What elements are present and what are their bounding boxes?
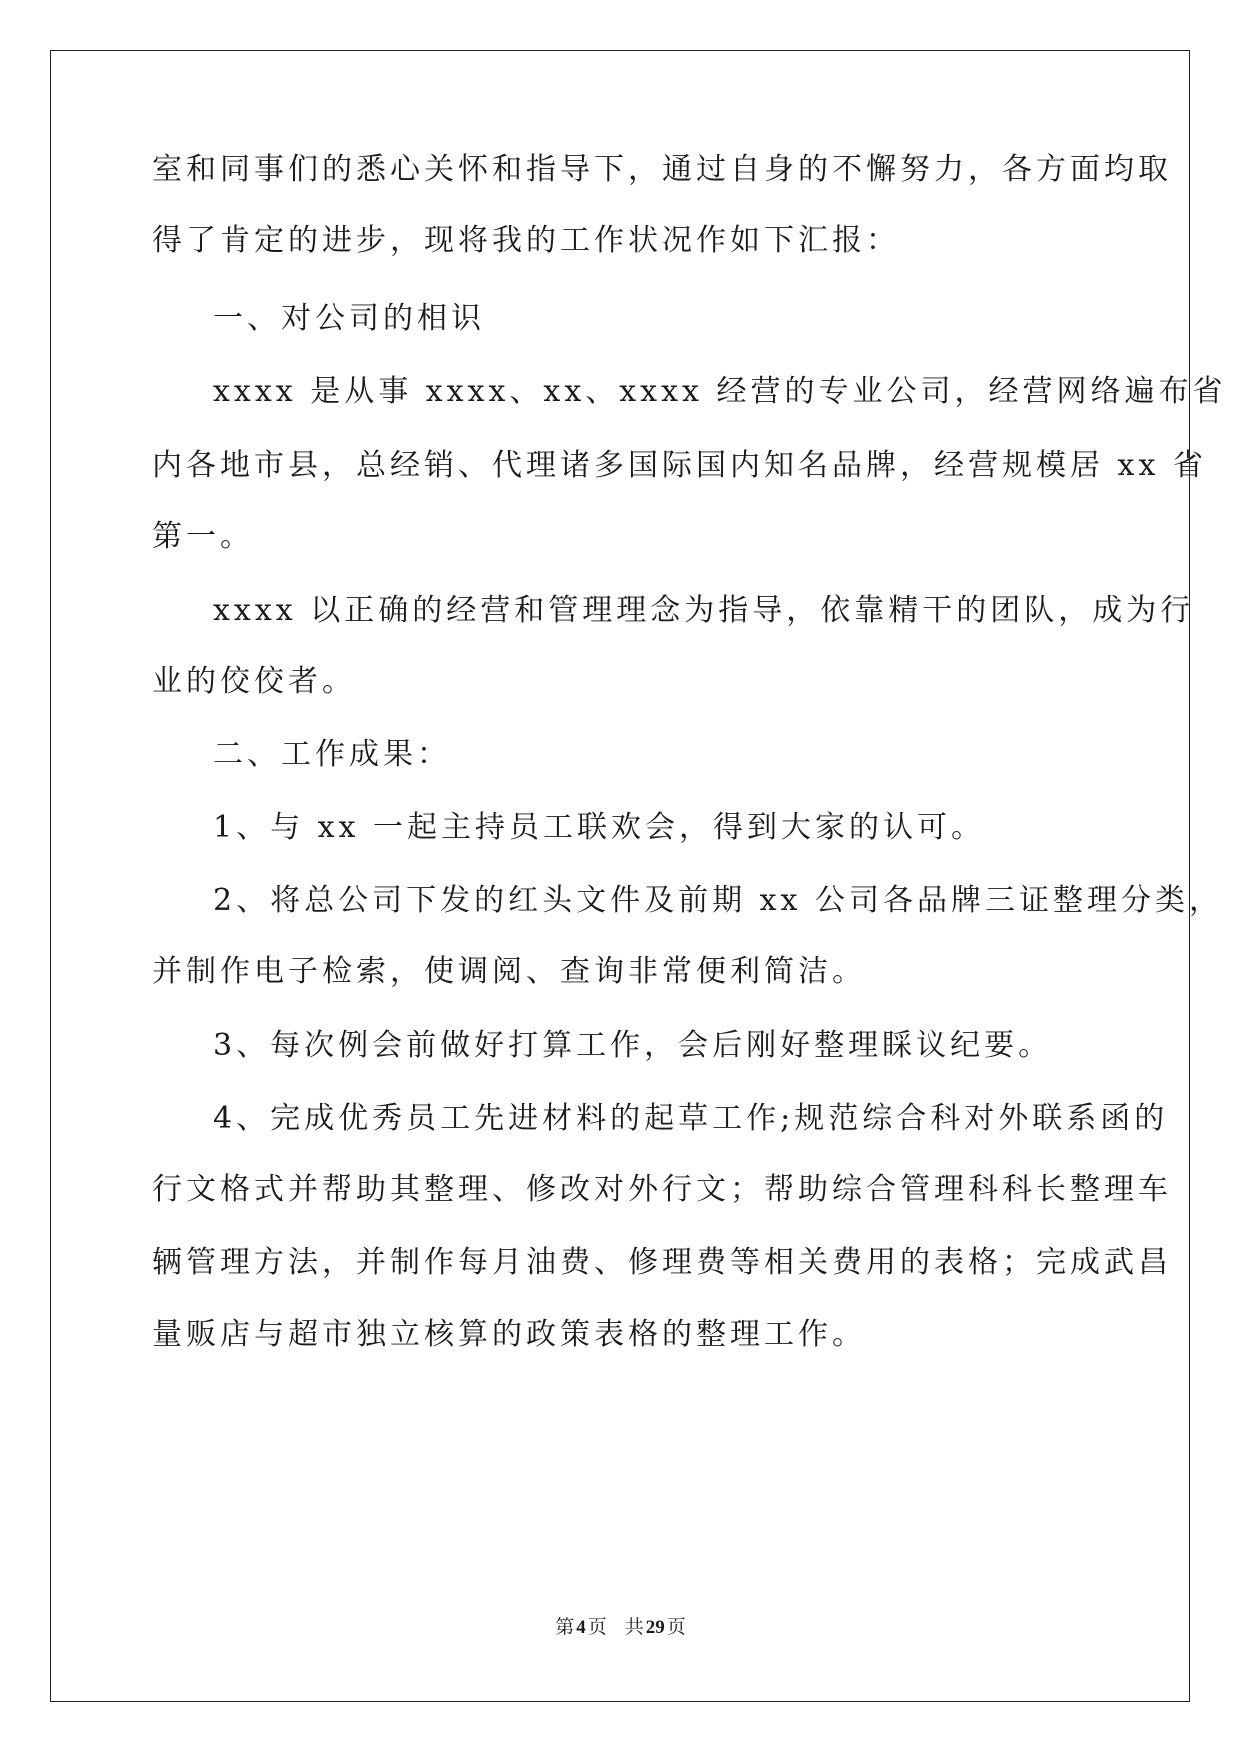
section-heading: 一、对公司的相识: [213, 301, 485, 336]
page-border: [50, 50, 1227, 1702]
list-item: 1、与 xx 一起主持员工联欢会，得到大家的认可。: [213, 810, 985, 845]
page-footer: [0, 1616, 1241, 1640]
page-number: 4: [576, 1617, 586, 1638]
text-line: xxxx 以正确的经营和管理理念为指导，依靠精干的团队，成为行: [213, 593, 1195, 628]
text-line: 内各地市县，总经销、代理诸多国际国内知名品牌，经营规模居 xx 省: [152, 448, 1207, 483]
footer-page-suffix: 页: [587, 1617, 607, 1638]
text-line: 量贩店与超市独立核算的政策表格的整理工作。: [152, 1317, 866, 1352]
footer-total-prefix: 共: [624, 1617, 644, 1638]
footer-prefix: 第: [555, 1617, 575, 1638]
text-line: xxxx 是从事 xxxx、xx、xxxx 经营的专业公司，经营网络遍布省: [213, 374, 1227, 409]
list-item: 2、将总公司下发的红头文件及前期 xx 公司各品牌三证整理分类，: [213, 883, 1223, 918]
total-pages: 29: [645, 1617, 665, 1638]
text-line: 辆管理方法，并制作每月油费、修理费等相关费用的表格；完成武昌: [152, 1245, 1172, 1280]
section-heading: 二、工作成果：: [213, 737, 451, 772]
text-line: 业的佼佼者。: [152, 664, 356, 699]
list-item: 3、每次例会前做好打算工作，会后刚好整理睬议纪要。: [213, 1028, 1053, 1063]
text-line: 第一。: [152, 519, 254, 554]
text-line: 得了肯定的进步，现将我的工作状况作如下汇报：: [152, 223, 900, 258]
text-line: 并制作电子检索，使调阅、查询非常便利简洁。: [152, 954, 866, 989]
text-line: 行文格式并帮助其整理、修改对外行文；帮助综合管理科科长整理车: [152, 1172, 1172, 1207]
text-line: 室和同事们的悉心关怀和指导下，通过自身的不懈努力，各方面均取: [152, 152, 1172, 187]
list-item: 4、完成优秀员工先进材料的起草工作;规范综合科对外联系函的: [213, 1101, 1169, 1136]
footer-total-suffix: 页: [666, 1617, 686, 1638]
